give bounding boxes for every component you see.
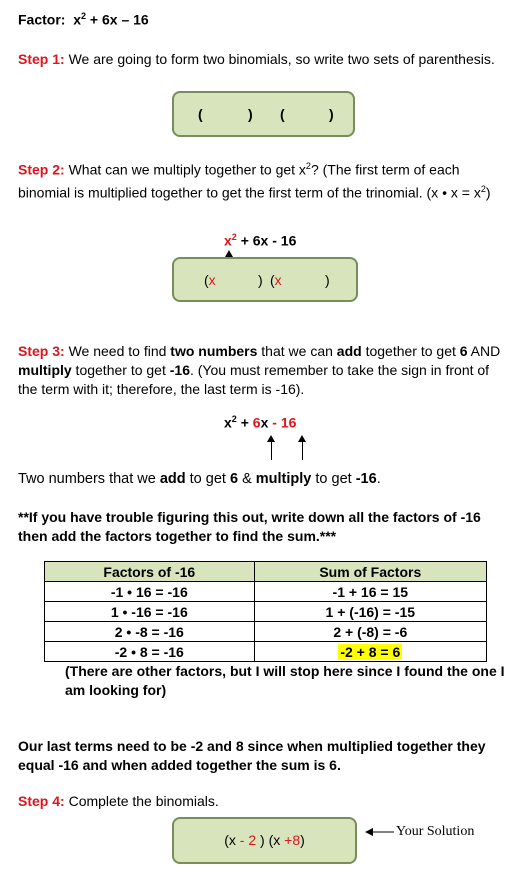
two-numbers-text-h: -16 (355, 471, 377, 487)
step2-paragraph (18, 157, 510, 202)
table-cell: 2 + (-8) = -6 (254, 622, 486, 642)
step3-expr-sup: 2 (231, 414, 237, 424)
table-cell: -1 + 16 = 15 (254, 582, 486, 602)
step3-text-g: AND (467, 343, 501, 359)
step3-text-h: multiply (18, 362, 72, 378)
hint-note: **If you have trouble figuring this out, write down all the factors of -16 then add the factors together to find the sum.*** (18, 509, 481, 544)
sol-n1: - 2 (239, 832, 257, 848)
step2-expr-x: x (224, 232, 232, 249)
title-label: Factor: (18, 11, 66, 28)
table-cell-highlighted (254, 642, 486, 662)
two-numbers-line (18, 471, 381, 487)
table-row (45, 602, 487, 622)
step3-arrow-line-6 (271, 440, 272, 460)
step3-text-d: add (336, 343, 362, 359)
title-exp: 2 (81, 11, 87, 21)
step2-close-2: ) (325, 272, 330, 288)
step4-label: Step 4: (18, 793, 65, 809)
two-numbers-text-d: 6 (229, 471, 239, 487)
step2-binomial-2 (270, 272, 282, 288)
step1-paragraph (18, 50, 508, 69)
factors-table (44, 561, 487, 662)
step3-expr-x: x (224, 414, 232, 431)
step2-text-3: ) (485, 184, 491, 201)
page-title (18, 11, 149, 28)
step2-expression (224, 232, 296, 249)
step4-text: Complete the binomials. (64, 793, 219, 809)
sol-close-2: ) (300, 832, 305, 848)
step2-open-2: ( (270, 272, 275, 288)
step3-text-k: . (You must remember to take the sign in front of the term with it; therefore, the last term is -16). (18, 362, 490, 397)
step2-text-1: What can we multiply together to get x (64, 161, 306, 178)
step3-label: Step 3: (18, 343, 65, 359)
table-row (45, 622, 487, 642)
paren-close-2: ) (329, 106, 334, 122)
table-cell: -2 • 8 = -16 (45, 642, 255, 662)
step2-box (172, 257, 358, 302)
sol-close-1: ) (256, 832, 265, 848)
table-cell: 2 • -8 = -16 (45, 622, 255, 642)
table-note: (There are other factors, but I will stop here since I found the one I am looking for) (65, 663, 505, 698)
two-numbers-text-g: to get (311, 471, 356, 487)
two-numbers-text-f: multiply (255, 471, 312, 487)
step4-paragraph (18, 793, 219, 809)
solution-box (172, 817, 357, 864)
step3-text-c: that we can (257, 343, 337, 359)
step3-arrow-line-16 (302, 440, 303, 460)
step1-text: We are going to form two binomials, so write two sets of parenthesis. (64, 51, 495, 67)
step3-expression (224, 414, 296, 431)
step3-paragraph (18, 342, 512, 399)
step3-text-e: together to get (361, 343, 460, 359)
step2-close-1: ) (258, 272, 263, 288)
step2-sup-2: 2 (480, 183, 486, 194)
paren-close-1: ) (248, 106, 253, 122)
table-cell: 1 + (-16) = -15 (254, 602, 486, 622)
step3-expr-x2: x (260, 414, 269, 431)
two-numbers-text-c: to get (185, 471, 230, 487)
two-numbers-text-e: & (238, 471, 256, 487)
step3-text-b: two numbers (170, 343, 258, 359)
title-rest: + 6x – 16 (86, 11, 149, 28)
step2-arrow-up-icon (225, 250, 233, 257)
table-header-row (45, 562, 487, 582)
step2-label: Step 2: (18, 161, 65, 178)
step3-expr-minus: - 16 (268, 414, 297, 431)
step3-text-f: 6 (459, 343, 468, 359)
two-numbers-text-b: add (159, 471, 186, 487)
step2-expr-sup: 2 (231, 232, 237, 242)
table-header-factors: Factors of -16 (45, 562, 255, 582)
step1-box (172, 91, 355, 137)
step2-text-2: ? (The first term of each binomial is multiplied together to get the first term of the trinomial. (x • x = x (18, 161, 481, 201)
step3-text-a: We need to find (64, 343, 171, 359)
step3-arrow-up-icon-6 (267, 435, 275, 442)
table-row (45, 642, 487, 662)
step2-sup-1: 2 (305, 161, 311, 171)
step1-label: Step 1: (18, 51, 65, 67)
step3-expr-6: 6 (252, 414, 261, 431)
title-expr: x (73, 11, 82, 28)
step2-open-1: ( (204, 272, 209, 288)
your-solution-label: Your Solution (396, 824, 475, 839)
table-cell: -1 • 16 = -16 (45, 582, 255, 602)
step3-text-i: together to get (71, 362, 170, 378)
sol-open-2: (x (264, 832, 285, 848)
step2-x-1: x (208, 272, 216, 288)
step2-binomial-1 (204, 272, 216, 288)
conclusion-text: Our last terms need to be -2 and 8 since when multiplied together they equal -16 and when added together the sum is 6. (18, 738, 486, 773)
step3-expr-plus: + (236, 414, 253, 431)
sol-open-1: (x (224, 832, 240, 848)
two-numbers-text-a: Two numbers that we (18, 471, 160, 487)
step3-text-j: -16 (169, 362, 190, 378)
table-row (45, 582, 487, 602)
two-numbers-text-i: . (376, 471, 381, 487)
arrow-left-icon (365, 826, 395, 838)
table-cell: 1 • -16 = -16 (45, 602, 255, 622)
step2-x-2: x (274, 272, 282, 288)
highlighted-sum: -2 + 8 = 6 (340, 643, 401, 660)
paren-open-1: ( (198, 106, 203, 122)
table-header-sum: Sum of Factors (254, 562, 486, 582)
sol-n2: +8 (284, 832, 301, 848)
step2-expr-rest: + 6x - 16 (236, 232, 297, 249)
step3-arrow-up-icon-16 (298, 435, 306, 442)
solution-text (174, 832, 355, 848)
paren-open-2: ( (280, 106, 285, 122)
